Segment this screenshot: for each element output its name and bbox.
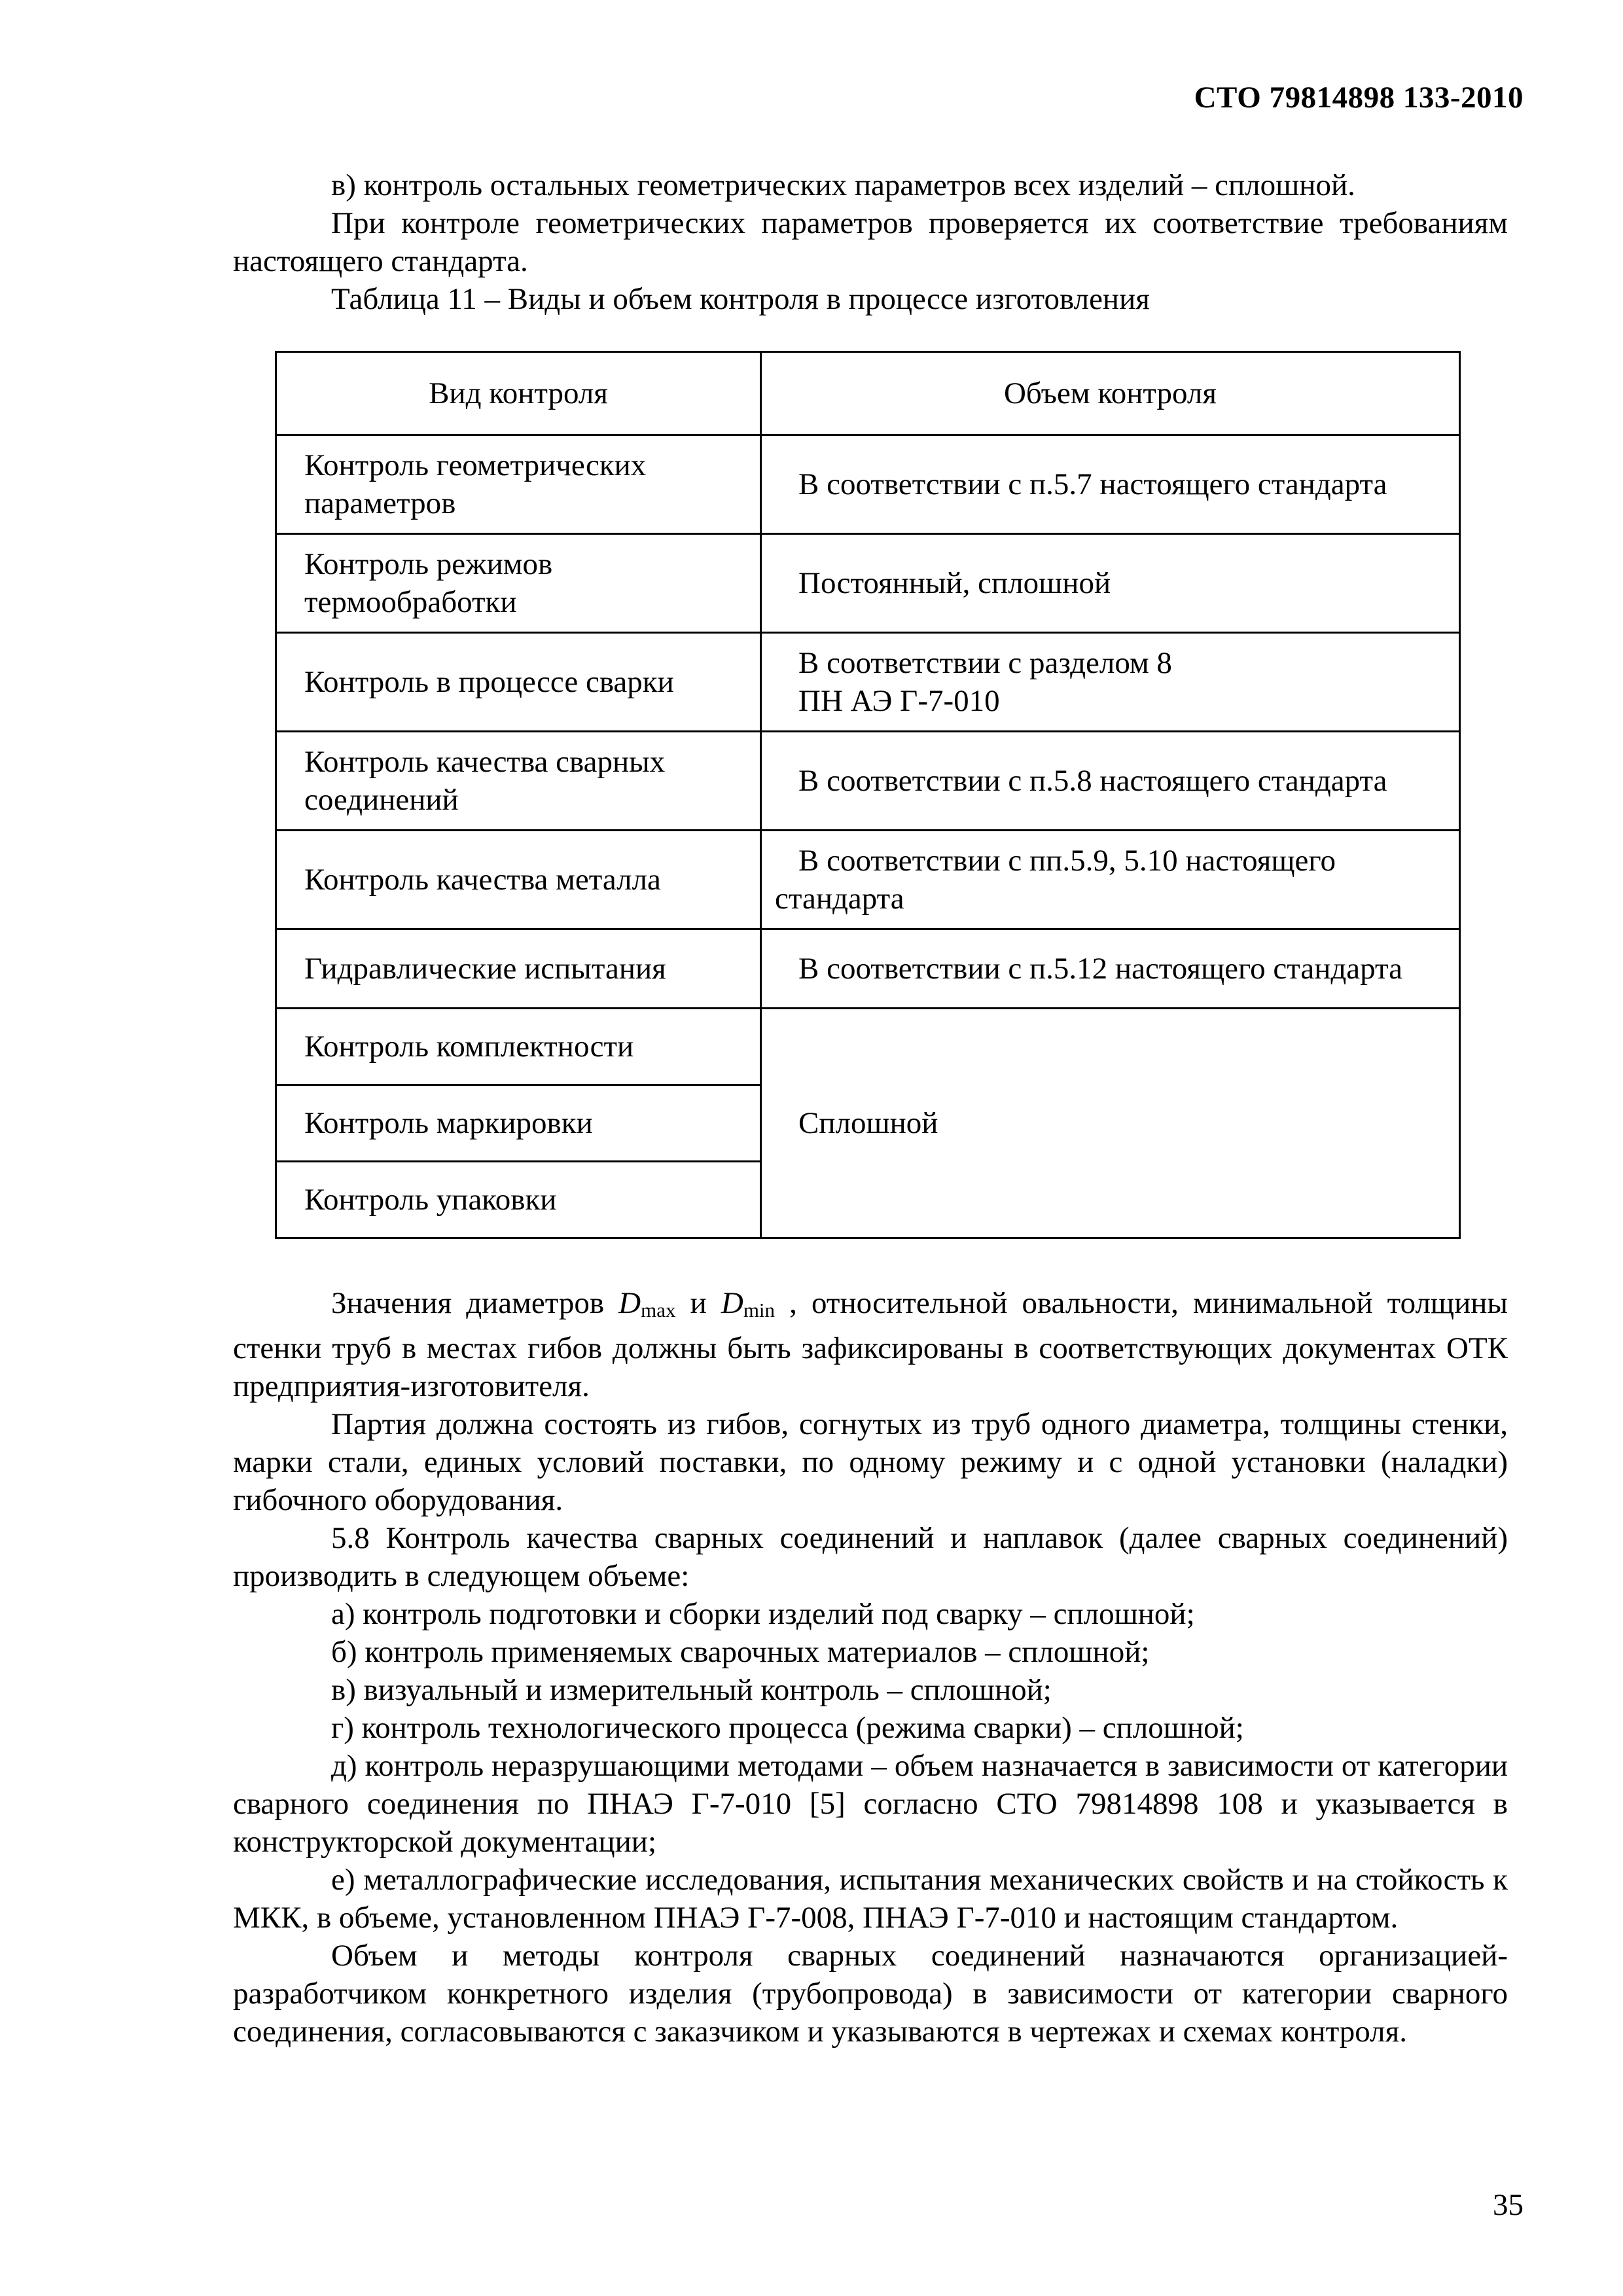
list-item: д) контроль неразрушающими методами – объем назначается в зависимости от категории сварного соединения по ПНАЭ Г-7-010 [5] согласно СТО 79814898 108 и указывается в конструкторской документации; [233, 1749, 1508, 1859]
table-cell-type: Контроль качества металла [276, 831, 761, 929]
table-cell-type: Контроль режимов термообработки [276, 534, 761, 633]
table-cell-scope: В соответствии с разделом 8 ПН АЭ Г-7-010 [761, 633, 1460, 732]
table-cell-type: Контроль комплектности [276, 1009, 761, 1085]
list-item: б) контроль применяемых сварочных материалов – сплошной; [331, 1635, 1150, 1669]
table-header-type: Вид контроля [276, 352, 761, 435]
list-item: в) визуальный и измерительный контроль – сплошной; [331, 1673, 1052, 1707]
diameters-paragraph [233, 1284, 1508, 1405]
diameters-suffix: , относительной овальности, минимальной толщины стенки труб в местах гибов должны быть зафиксированы в соответствующих документах ОТК предприятия-изготовителя. [233, 1286, 1508, 1403]
scope-methods-paragraph: Объем и методы контроля сварных соединений назначаются организацией-разработчиком конкретного изделия (трубопровода) в зависимости от категории сварного соединения, согласовываются с заказчиком и указываются в чертежах и схемах контроля. [233, 1939, 1508, 2049]
table-row [276, 435, 1460, 534]
d-min-subscript: min [743, 1299, 776, 1321]
table-row [276, 633, 1460, 732]
intro-paragraph: При контроле геометрических параметров проверяется их соответствие требованиям настоящего стандарта. [233, 206, 1508, 278]
intro-block [233, 166, 1508, 318]
d-max-subscript: max [641, 1299, 676, 1321]
table-row [276, 534, 1460, 633]
list-item: е) металлографические исследования, испытания механических свойств и на стойкость к МКК, в объеме, установленном ПНАЭ Г-7-008, ПНАЭ Г-7-010 и настоящим стандартом. [233, 1863, 1508, 1935]
table-cell-type: Контроль в процессе сварки [276, 633, 761, 732]
table-cell-scope: Постоянный, сплошной [761, 534, 1460, 633]
table-cell-scope: В соответствии с п.5.8 настоящего стандарта [761, 732, 1460, 831]
intro-paragraph: в) контроль остальных геометрических параметров всех изделий – сплошной. [331, 168, 1355, 202]
table-cell-type: Контроль геометрических параметров [276, 435, 761, 534]
list-item: а) контроль подготовки и сборки изделий под сварку – сплошной; [331, 1597, 1195, 1631]
control-table [275, 351, 1461, 1239]
table-cell-type: Гидравлические испытания [276, 929, 761, 1009]
list-item: г) контроль технологического процесса (режима сварки) – сплошной; [331, 1711, 1244, 1745]
table-header-scope: Объем контроля [761, 352, 1460, 435]
table-row [276, 831, 1460, 929]
table-cell-scope: В соответствии с п.5.7 настоящего стандарта [761, 435, 1460, 534]
page-number: 35 [1493, 2188, 1524, 2222]
section-5-8-heading: 5.8 Контроль качества сварных соединений и наплавок (далее сварных соединений) производить в следующем объеме: [233, 1521, 1508, 1593]
table-cell-scope: В соответствии с п.5.12 настоящего стандарта [761, 929, 1460, 1009]
table-row [276, 929, 1460, 1009]
table-cell-type: Контроль качества сварных соединений [276, 732, 761, 831]
table-cell-type: Контроль маркировки [276, 1085, 761, 1162]
diameters-conjunction: и [675, 1286, 721, 1320]
table-caption: Таблица 11 – Виды и объем контроля в процессе изготовления [331, 282, 1150, 316]
document-code: СТО 79814898 133-2010 [1194, 81, 1524, 115]
d-min-symbol: D [721, 1286, 743, 1320]
table-cell-scope: В соответствии с пп.5.9, 5.10 настоящего стандарта [761, 831, 1460, 929]
table-cell-type: Контроль упаковки [276, 1162, 761, 1238]
batch-paragraph: Партия должна состоять из гибов, согнутых из труб одного диаметра, толщины стенки, марки стали, единых условий поставки, по одному режиму и с одной установки (наладки) гибочного оборудования. [233, 1407, 1508, 1517]
d-max-symbol: D [618, 1286, 641, 1320]
diameters-prefix: Значения диаметров [331, 1286, 619, 1320]
table-row [276, 732, 1460, 831]
table-cell-scope-merged: Сплошной [761, 1009, 1460, 1238]
table-row [276, 1009, 1460, 1085]
body-block [233, 1284, 1508, 2051]
table-header-row [276, 352, 1460, 435]
